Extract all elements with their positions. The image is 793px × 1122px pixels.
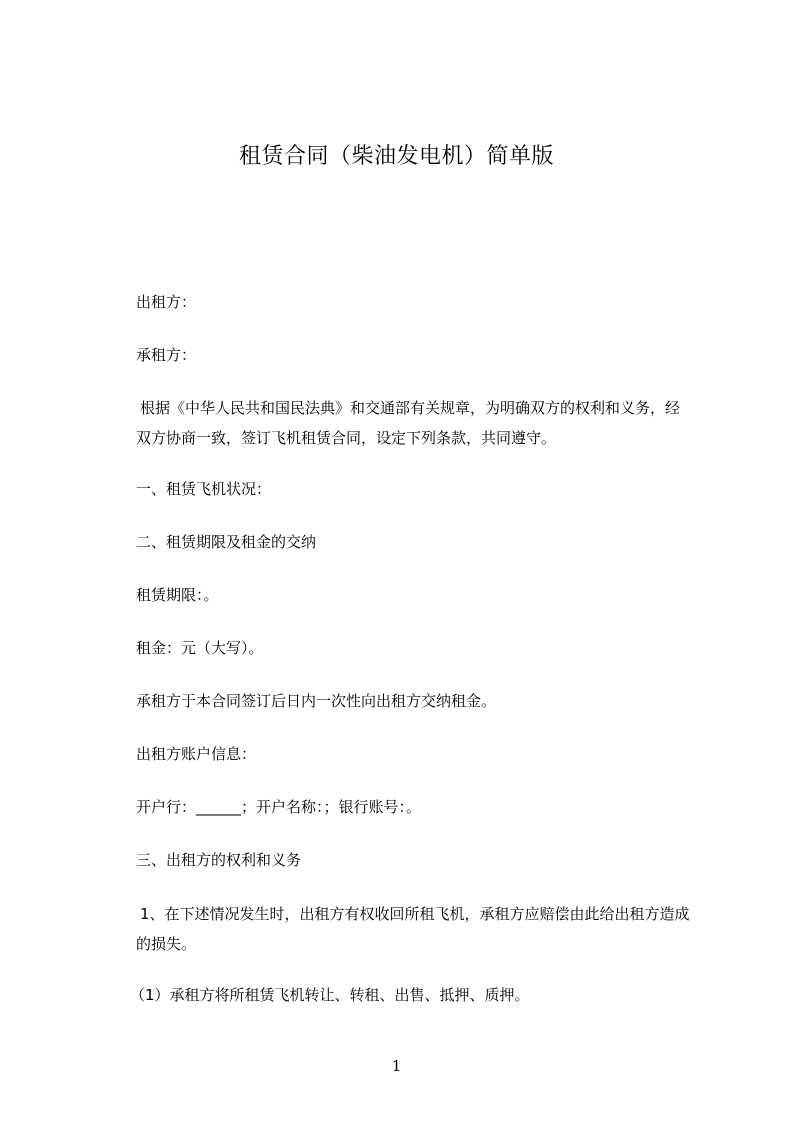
clause1-text: 1、在下述情况发生时，出租方有权收回所租飞机，承租方应赔偿由此给出租方造成的损失。 xyxy=(136,905,690,953)
intro-paragraph xyxy=(136,393,694,453)
lessor-label: 出租方： xyxy=(136,293,197,311)
section3-heading: 三、出租方的权利和义务 xyxy=(136,851,302,869)
page-number: 1 xyxy=(391,1057,402,1075)
section1-heading: 一、租赁飞机状况： xyxy=(136,480,272,498)
document-title: 租赁合同（柴油发电机）简单版 xyxy=(238,144,554,169)
lessee-label: 承租方： xyxy=(136,346,197,364)
clause1-paragraph xyxy=(136,899,694,959)
bank-details: 开户行：______；开户名称：；银行账号：。 xyxy=(136,798,422,816)
payment-note: 承租方于本合同签订后日内一次性向出租方交纳租金。 xyxy=(136,692,497,710)
intro-text: 根据《中华人民共和国民法典》和交通部有关规章，为明确双方的权利和义务，经双方协商一致，签订飞机租赁合同，设定下列条款，共同遵守。 xyxy=(136,399,681,447)
account-info-label: 出租方账户信息： xyxy=(136,745,257,763)
lease-term: 租赁期限：。 xyxy=(136,586,219,604)
clause1-item1: （1）承租方将所租赁飞机转让、转租、出售、抵押、质押。 xyxy=(130,986,530,1004)
rent-line: 租金：元（大写）。 xyxy=(136,639,264,657)
section2-heading: 二、租赁期限及租金的交纳 xyxy=(136,533,317,551)
